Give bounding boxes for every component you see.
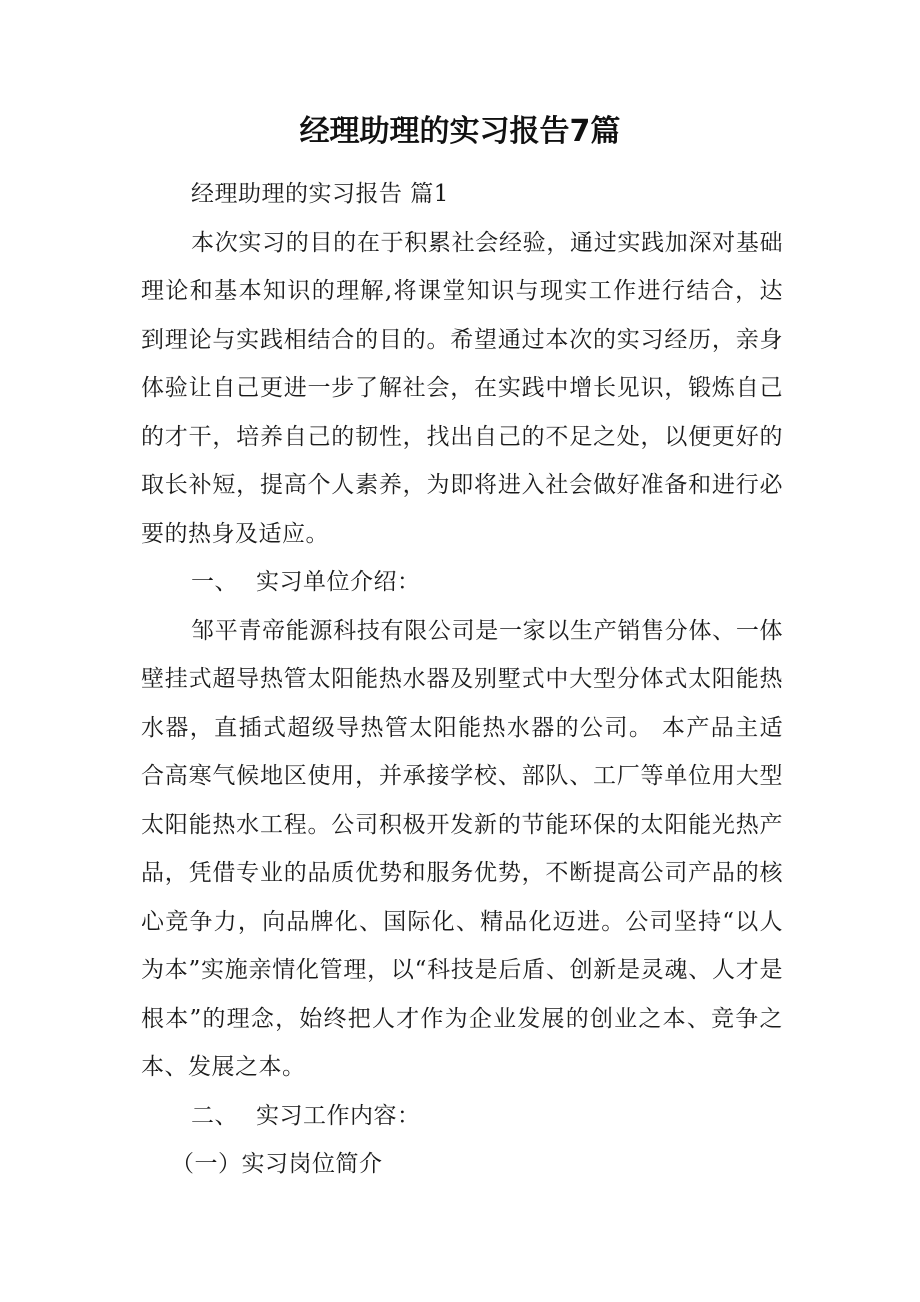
- section-heading-unit-intro: [141, 558, 783, 607]
- section-number: 二、: [191, 1102, 238, 1129]
- subsection-heading-position: （一）实习岗位简介: [171, 1151, 383, 1177]
- document-body: [141, 170, 783, 1189]
- report-subtitle: 经理助理的实习报告 篇1: [191, 181, 449, 207]
- section-number: 一、: [191, 569, 238, 595]
- section-heading-work-content: [141, 1092, 783, 1141]
- paragraph-company-intro: 邹平青帝能源科技有限公司是一家以生产销售分体、一体壁挂式超导热管太阳能热水器及别墅式中大型分体式太阳能热水器，直插式超级导热管太阳能热水器的公司。 本产品主适合高寒气候地区使用，并承接学校、部队、工厂等单位用大型太阳能热水工程。公司积极开发新的节能环保的太阳能光热产品，凭借专业的品质优势和服务优势，不断提高公司产品的核心竞争力，向品牌化、国际化、精品化迈进。公司坚持“以人为本”实施亲情化管理，以“科技是后盾、创新是灵魂、人才是根本”的理念，始终把人才作为企业发展的创业之本、竞争之本、发展之本。: [141, 617, 783, 1080]
- section-title: 实习工作内容：: [256, 1102, 421, 1129]
- document-title: 经理助理的实习报告7篇: [299, 114, 621, 149]
- paragraph-purpose: 本次实习的目的在于积累社会经验，通过实践加深对基础理论和基本知识的理解,将课堂知识与现实工作进行结合，达到理论与实践相结合的目的。希望通过本次的实习经历，亲身体验让自己更进一步了解社会，在实践中增长见识，锻炼自己的才干，培养自己的韧性，找出自己的不足之处，以便更好的取长补短，提高个人素养，为即将进入社会做好准备和进行必要的热身及适应。: [141, 229, 783, 547]
- section-title: 实习单位介绍：: [256, 569, 421, 595]
